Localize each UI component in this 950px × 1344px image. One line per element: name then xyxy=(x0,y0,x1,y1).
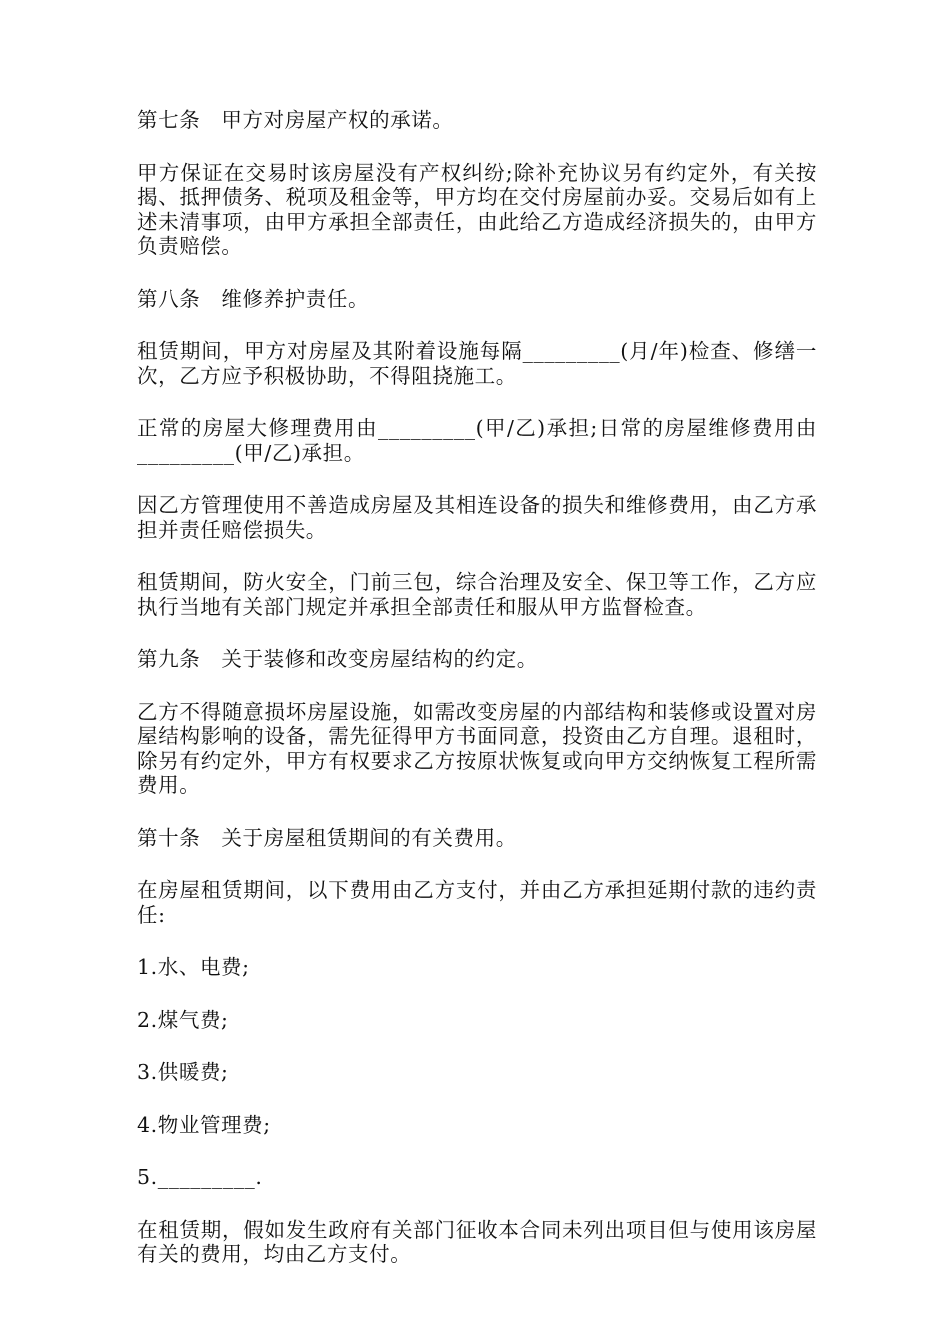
article-9-heading: 第九条 关于装修和改变房屋结构的约定。 xyxy=(137,647,538,671)
fee-item-4: 4.物业管理费; xyxy=(137,1112,271,1137)
repair-cost-paragraph: 正常的房屋大修理费用由_________(甲/乙)承担;日常的房屋维修费用由_________(甲/乙)承担。 xyxy=(137,416,817,465)
article-7-paragraph: 甲方保证在交易时该房屋没有产权纠纷;除补充协议另有约定外，有关按揭、抵押债务、税项及租金等，甲方均在交付房屋前办妥。交易后如有上述未清事项，由甲方承担全部责任，由此给乙方造成经济损失的，由甲方负责赔偿。 xyxy=(137,160,817,258)
damage-liability-paragraph: 因乙方管理使用不善造成房屋及其相连设备的损失和维修费用，由乙方承担并责任赔偿损失。 xyxy=(137,493,817,542)
article-8-heading: 第八条 维修养护责任。 xyxy=(137,286,370,311)
contract-page xyxy=(137,108,817,1295)
article-10-heading: 第十条 关于房屋租赁期间的有关费用。 xyxy=(137,825,517,850)
fee-item-3: 3.供暖费; xyxy=(137,1060,229,1084)
article-7-heading: 第七条 甲方对房屋产权的承诺。 xyxy=(137,108,454,132)
government-fees-paragraph: 在租赁期，假如发生政府有关部门征收本合同未列出项目但与使用该房屋有关的费用，均由乙方支付。 xyxy=(137,1217,817,1266)
fee-item-1: 1.水、电费; xyxy=(137,955,250,979)
inspection-interval-paragraph: 租赁期间，甲方对房屋及其附着设施每隔_________(月/年)检查、修缮一次，乙方应予积极协助，不得阻挠施工。 xyxy=(137,339,817,388)
fee-item-2: 2.煤气费; xyxy=(137,1007,229,1032)
renovation-paragraph: 乙方不得随意损坏房屋设施，如需改变房屋的内部结构和装修或设置对房屋结构影响的设备，需先征得甲方书面同意，投资由乙方自理。退租时，除另有约定外，甲方有权要求乙方按原状恢复或向甲方交纳恢复工程所需费用。 xyxy=(137,699,817,797)
fees-intro-paragraph: 在房屋租赁期间，以下费用由乙方支付，并由乙方承担延期付款的违约责任: xyxy=(137,878,817,927)
safety-duty-paragraph: 租赁期间，防火安全，门前三包，综合治理及安全、保卫等工作，乙方应执行当地有关部门规定并承担全部责任和服从甲方监督检查。 xyxy=(137,570,817,619)
fee-item-5: 5._________. xyxy=(137,1165,263,1189)
